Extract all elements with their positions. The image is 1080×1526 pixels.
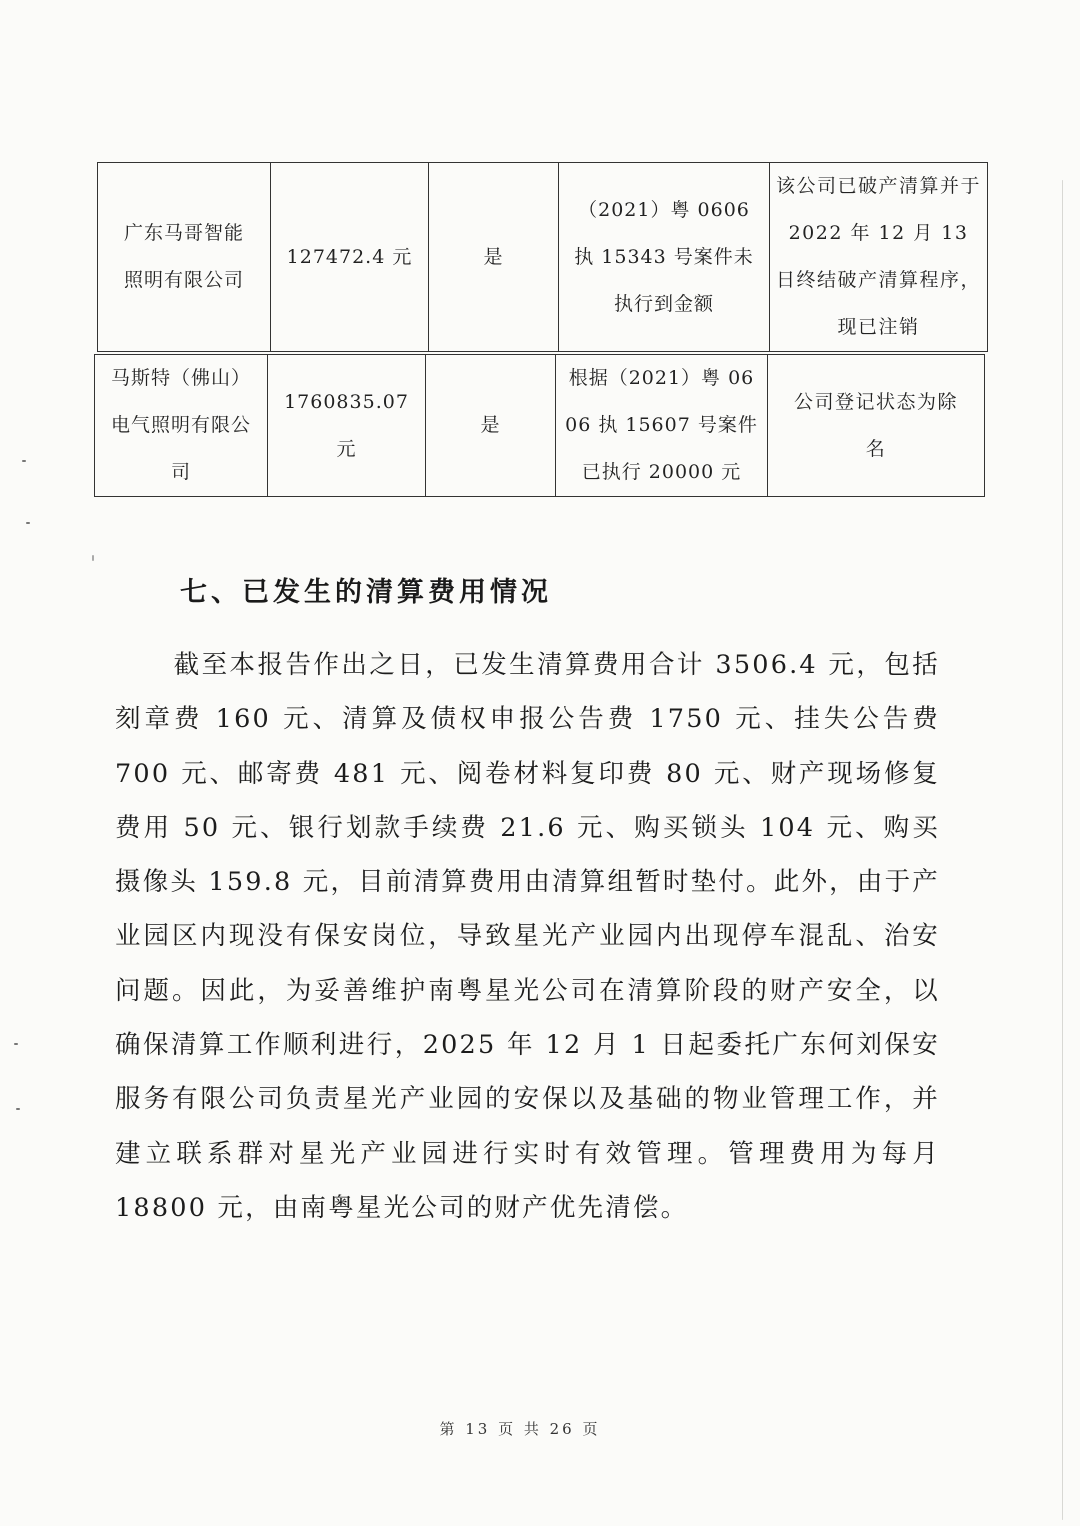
table-row — [98, 163, 988, 352]
scan-edge — [1062, 180, 1063, 1520]
scan-speck — [14, 1043, 18, 1045]
cell-flag: 是 — [429, 163, 559, 352]
scan-speck — [26, 522, 30, 524]
page-number: 第 13 页 共 26 页 — [439, 1420, 601, 1438]
scan-speck — [22, 460, 26, 462]
cell-status: 该公司已破产清算并于 2022 年 12 月 13 日终结破产清算程序，现已注销 — [770, 163, 988, 352]
cell-status: 公司登记状态为除名 — [768, 355, 985, 497]
cell-case: （2021）粤 0606 执 15343 号案件未执行到金额 — [559, 163, 770, 352]
scan-speck — [16, 1108, 20, 1110]
creditor-table-row-1 — [97, 162, 988, 352]
cell-case: 根据（2021）粤 0606 执 15607 号案件已执行 20000 元 — [556, 355, 768, 497]
cell-company: 广东马哥智能照明有限公司 — [98, 163, 271, 352]
creditor-table-row-2 — [94, 354, 985, 497]
cell-company: 马斯特（佛山）电气照明有限公司 — [95, 355, 268, 497]
table-row — [95, 355, 985, 497]
cell-amount: 127472.4 元 — [271, 163, 429, 352]
cell-flag: 是 — [426, 355, 556, 497]
section-heading: 七、已发生的清算费用情况 — [180, 577, 552, 608]
scan-speck — [92, 555, 94, 561]
cell-amount: 1760835.07 元 — [268, 355, 426, 497]
section-paragraph: 截至本报告作出之日，已发生清算费用合计 3506.4 元，包括刻章费 160 元、清算及债权申报公告费 1750 元、挂失公告费 700 元、邮寄费 481 元、阅卷材料复印费 80 元、财产现场修复费用 50 元、银行划款手续费 21.6 元、购买锁头 104 元、购买摄像头 159.8 元，目前清算费用由清算组暂时垫付。此外，由于产业园区内现没有保安岗位，导致星光产业园内出现停车混乱、治安问题。因此，为妥善维护南粤星光公司在清算阶段的财产安全，以确保清算工作顺利进行，2025 年 12 月 1 日起委托广东何刘保安服务有限公司负责星光产业园的安保以及基础的物业管理工作，并建立联系群对星光产业园进行实时有效管理。管理费用为每月 18800 元，由南粤星光公司的财产优先清偿。 — [115, 650, 940, 1223]
